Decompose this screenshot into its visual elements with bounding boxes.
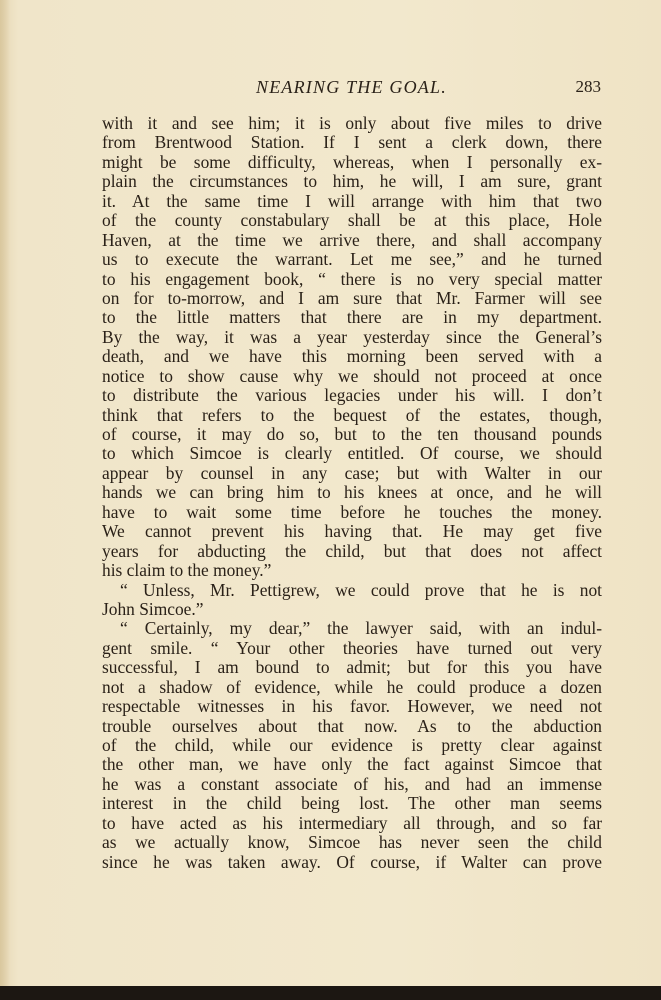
text-line: might be some difficulty, whereas, when I personally ex- xyxy=(102,152,602,172)
running-head xyxy=(0,77,661,101)
text-line: to distribute the various legacies under his will. I don’t xyxy=(102,386,602,406)
text-line: respectable witnesses in his favor. However, we need not xyxy=(102,697,602,717)
body-text xyxy=(102,114,602,872)
running-title: NEARING THE GOAL. xyxy=(256,77,447,97)
text-line: of the county constabulary shall be at this place, Hole xyxy=(102,211,602,231)
text-line: think that refers to the bequest of the estates, though, xyxy=(102,405,602,425)
text-line: death, and we have this morning been served with a xyxy=(102,347,602,367)
text-line: hands we can bring him to his knees at once, and he will xyxy=(102,483,602,503)
text-line: it. At the same time I will arrange with him that two xyxy=(102,191,602,211)
text-line: not a shadow of evidence, while he could produce a dozen xyxy=(102,677,602,697)
text-line: trouble ourselves about that now. As to the abduction xyxy=(102,716,602,736)
text-line: to the little matters that there are in my department. xyxy=(102,308,602,328)
text-line: plain the circumstances to him, he will, I am sure, grant xyxy=(102,172,602,192)
text-line: with it and see him; it is only about five miles to drive xyxy=(102,114,602,133)
text-line: his claim to the money.” xyxy=(102,561,272,581)
text-line: the other man, we have only the fact against Simcoe that xyxy=(102,755,602,775)
text-line: “ Certainly, my dear,” the lawyer said, with an indul- xyxy=(120,619,602,639)
text-line: “ Unless, Mr. Pettigrew, we could prove that he is not xyxy=(120,580,602,600)
text-line: interest in the child being lost. The other man seems xyxy=(102,794,602,814)
text-line: from Brentwood Station. If I sent a clerk down, there xyxy=(102,133,602,153)
text-line: of course, it may do so, but to the ten thousand pounds xyxy=(102,425,602,444)
binding-shadow xyxy=(0,0,10,1000)
text-line: of the child, while our evidence is pretty clear against xyxy=(102,736,602,755)
text-line: notice to show cause why we should not proceed at once xyxy=(102,366,602,386)
text-line: to his engagement book, “ there is no very special matter xyxy=(102,269,602,289)
page-number: 283 xyxy=(575,77,601,96)
text-line: Haven, at the time we arrive there, and shall accompany xyxy=(102,230,602,250)
text-line: to have acted as his intermediary all through, and so far xyxy=(102,813,602,833)
text-line: he was a constant associate of his, and had an immense xyxy=(102,774,602,794)
text-line: John Simcoe.” xyxy=(102,599,204,619)
text-line: gent smile. “ Your other theories have turned out very xyxy=(102,638,602,658)
text-line: as we actually know, Simcoe has never seen the child xyxy=(102,833,602,853)
text-line: years for abducting the child, but that does not affect xyxy=(102,541,602,561)
text-line: We cannot prevent his having that. He may get five xyxy=(102,522,602,542)
text-line: By the way, it was a year yesterday since the General’s xyxy=(102,327,602,347)
text-line: us to execute the warrant. Let me see,” and he turned xyxy=(102,250,602,270)
text-line: successful, I am bound to admit; but for this you have xyxy=(102,658,602,678)
text-line: to which Simcoe is clearly entitled. Of course, we should xyxy=(102,444,602,464)
text-line: since he was taken away. Of course, if Walter can prove xyxy=(102,852,602,872)
scan-edge xyxy=(0,986,661,1000)
text-line: have to wait some time before he touches the money. xyxy=(102,502,602,522)
text-line: appear by counsel in any case; but with Walter in our xyxy=(102,463,602,483)
text-line: on for to-morrow, and I am sure that Mr. Farmer will see xyxy=(102,288,602,308)
